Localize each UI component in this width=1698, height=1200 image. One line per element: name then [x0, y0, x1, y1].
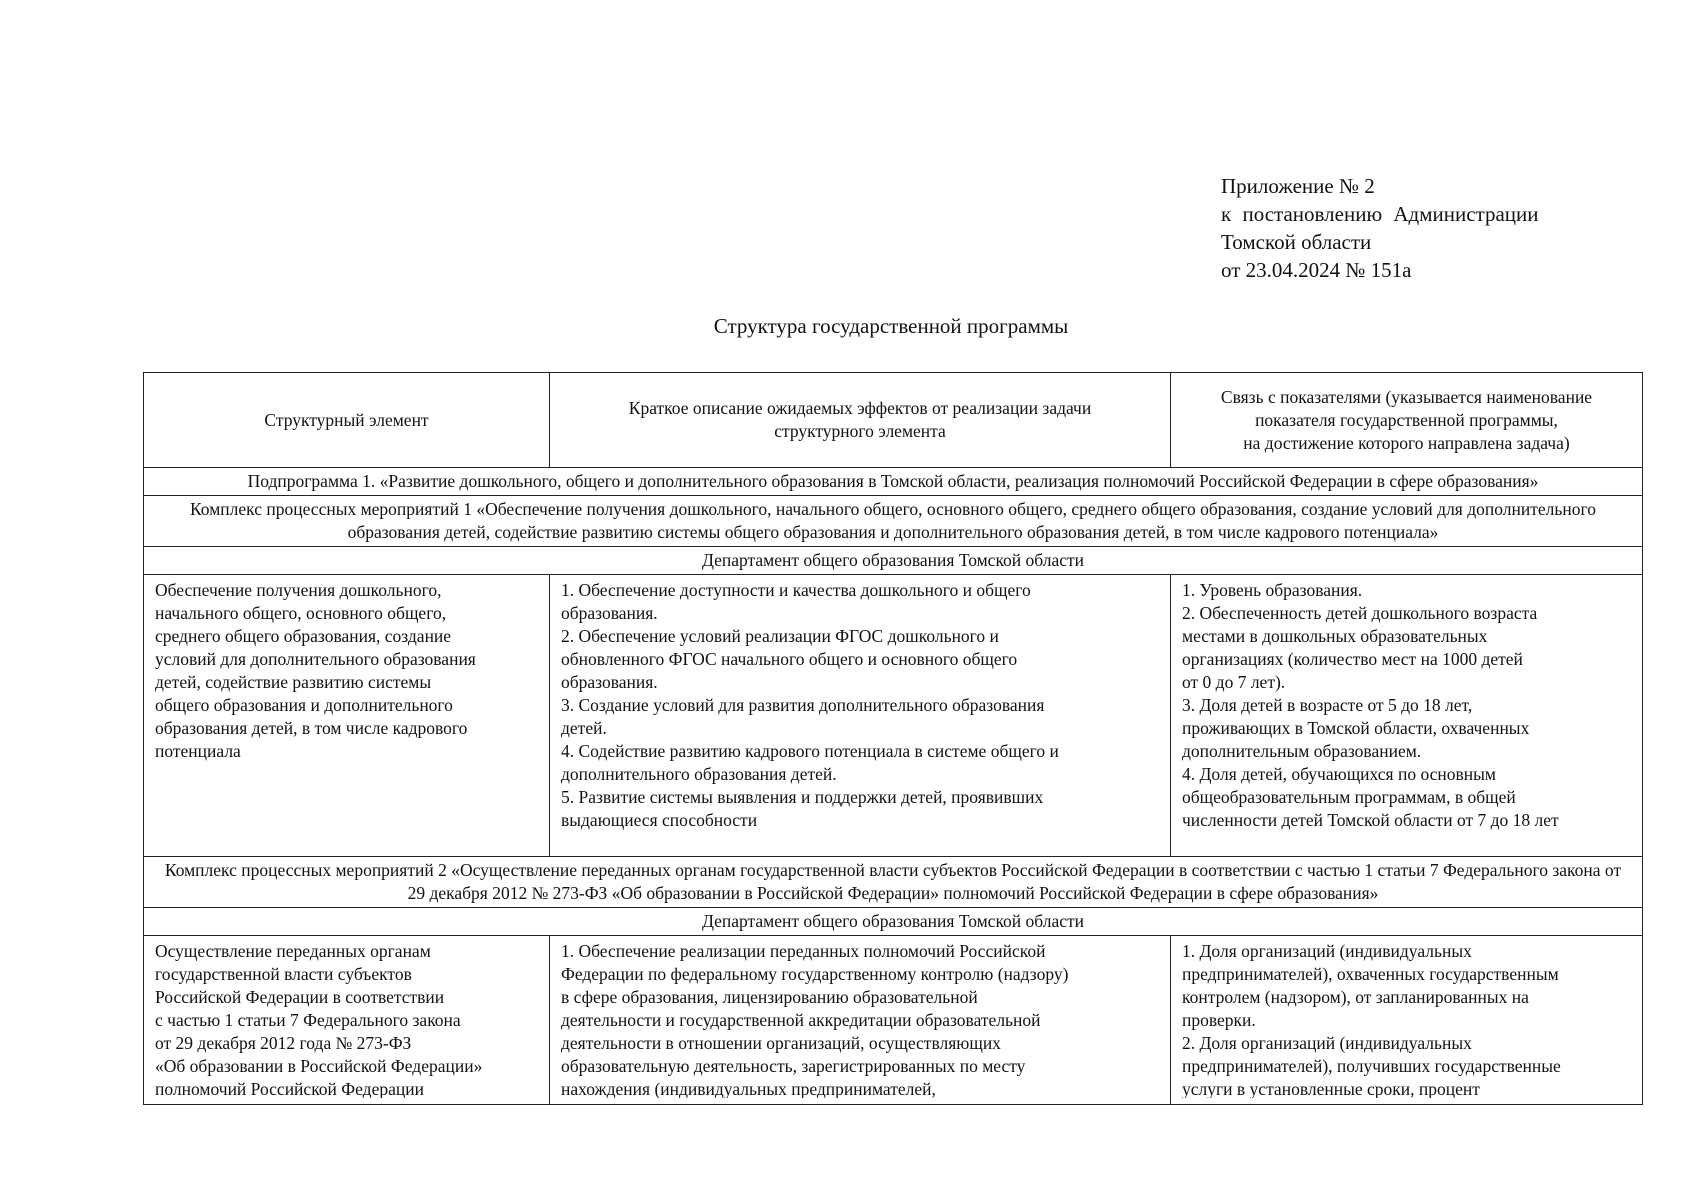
appendix-block: [1221, 172, 1539, 284]
header-indicators-link: Связь с показателями (указывается наименование показателя государственной программы, на достижение которого направлена задача): [1171, 373, 1643, 468]
row1-effects: 1. Обеспечение доступности и качества дошкольного и общего образования. 2. Обеспечение условий реализации ФГОС дошкольного и обновленного ФГОС начального общего и основного общего образования. 3. Создание условий для развития дополнительного образования детей. 4. Содействие развитию кадрового потенциала в системе общего и дополнительного образования детей. 5. Развитие системы выявления и поддержки детей, проявивших выдающиеся способности: [550, 575, 1171, 857]
department-2: Департамент общего образования Томской области: [144, 908, 1643, 936]
table-row: [144, 936, 1643, 1105]
complex-1-title: Комплекс процессных мероприятий 1 «Обеспечение получения дошкольного, начального общего, основного общего, среднего общего образования, создание условий для дополнительного образования детей, содействие развитию системы общего образования и дополнительного образования детей, в том числе кадрового потенциала»: [144, 496, 1643, 547]
row2-structural-element-cell: [144, 936, 550, 1105]
appendix-region: Томской области: [1221, 230, 1372, 254]
row2-indicators-cell: [1171, 936, 1643, 1105]
row2-effects-cell: [550, 936, 1171, 1105]
appendix-resolution: к постановлению Администрации: [1221, 202, 1539, 226]
header-structural-element: Структурный элемент: [144, 373, 550, 468]
row1-structural-element: Обеспечение получения дошкольного, начального общего, основного общего, среднего общего образования, создание условий для дополнительного образования детей, содействие развитию системы общего образования и дополнительного образования детей, в том числе кадрового потенциала: [144, 575, 550, 857]
table-row: [144, 496, 1643, 547]
row2-effects: 1. Обеспечение реализации переданных полномочий Российской Федерации по федеральному государственному контролю (надзору) в сфере образования, лицензированию образовательной деятельности и государственной аккредитации образовательной деятельности в отношении организаций, осуществляющих образовательную деятельность, зарегистрированных по месту нахождения (индивидуальных предпринимателей,: [561, 941, 1069, 1098]
table-row: [144, 908, 1643, 936]
table-row: [144, 575, 1643, 857]
document-title: Структура государственной программы: [713, 314, 1069, 338]
table-row: [144, 857, 1643, 908]
row2-indicators: 1. Доля организаций (индивидуальных предпринимателей), охваченных государственным контролем (надзором), от запланированных на проверки. 2. Доля организаций (индивидуальных предпринимателей), получивших государственные услуги в установленные сроки, процент: [1182, 941, 1561, 1098]
table-row: [144, 468, 1643, 496]
department-1: Департамент общего образования Томской области: [144, 547, 1643, 575]
complex-2-title: Комплекс процессных мероприятий 2 «Осуществление переданных органам государственной власти субъектов Российской Федерации в соответствии с частью 1 статьи 7 Федерального закона от 29 декабря 2012 № 273-ФЗ «Об образовании в Российской Федерации» полномочий Российской Федерации в сфере образования»: [144, 857, 1643, 908]
table-header-row: [144, 373, 1643, 468]
subprogram-title: Подпрограмма 1. «Развитие дошкольного, общего и дополнительного образования в Томской области, реализация полномочий Российской Федерации в сфере образования»: [144, 468, 1643, 496]
row2-structural-element: Осуществление переданных органам государственной власти субъектов Российской Федерации в соответствии с частью 1 статьи 7 Федерального закона от 29 декабря 2012 года № 273-ФЗ «Об образовании в Российской Федерации» полномочий Российской Федерации: [155, 941, 483, 1098]
program-structure-table: [143, 372, 1643, 1105]
appendix-number: Приложение № 2: [1221, 174, 1375, 198]
table-row: [144, 547, 1643, 575]
header-effects-description: Краткое описание ожидаемых эффектов от реализации задачи структурного элемента: [550, 373, 1171, 468]
appendix-date: от 23.04.2024 № 151а: [1221, 258, 1412, 282]
row1-indicators: 1. Уровень образования. 2. Обеспеченность детей дошкольного возраста местами в дошкольных образовательных организациях (количество мест на 1000 детей от 0 до 7 лет). 3. Доля детей в возрасте от 5 до 18 лет, проживающих в Томской области, охваченных дополнительным образованием. 4. Доля детей, обучающихся по основным общеобразовательным программам, в общей численности детей Томской области от 7 до 18 лет: [1171, 575, 1643, 857]
